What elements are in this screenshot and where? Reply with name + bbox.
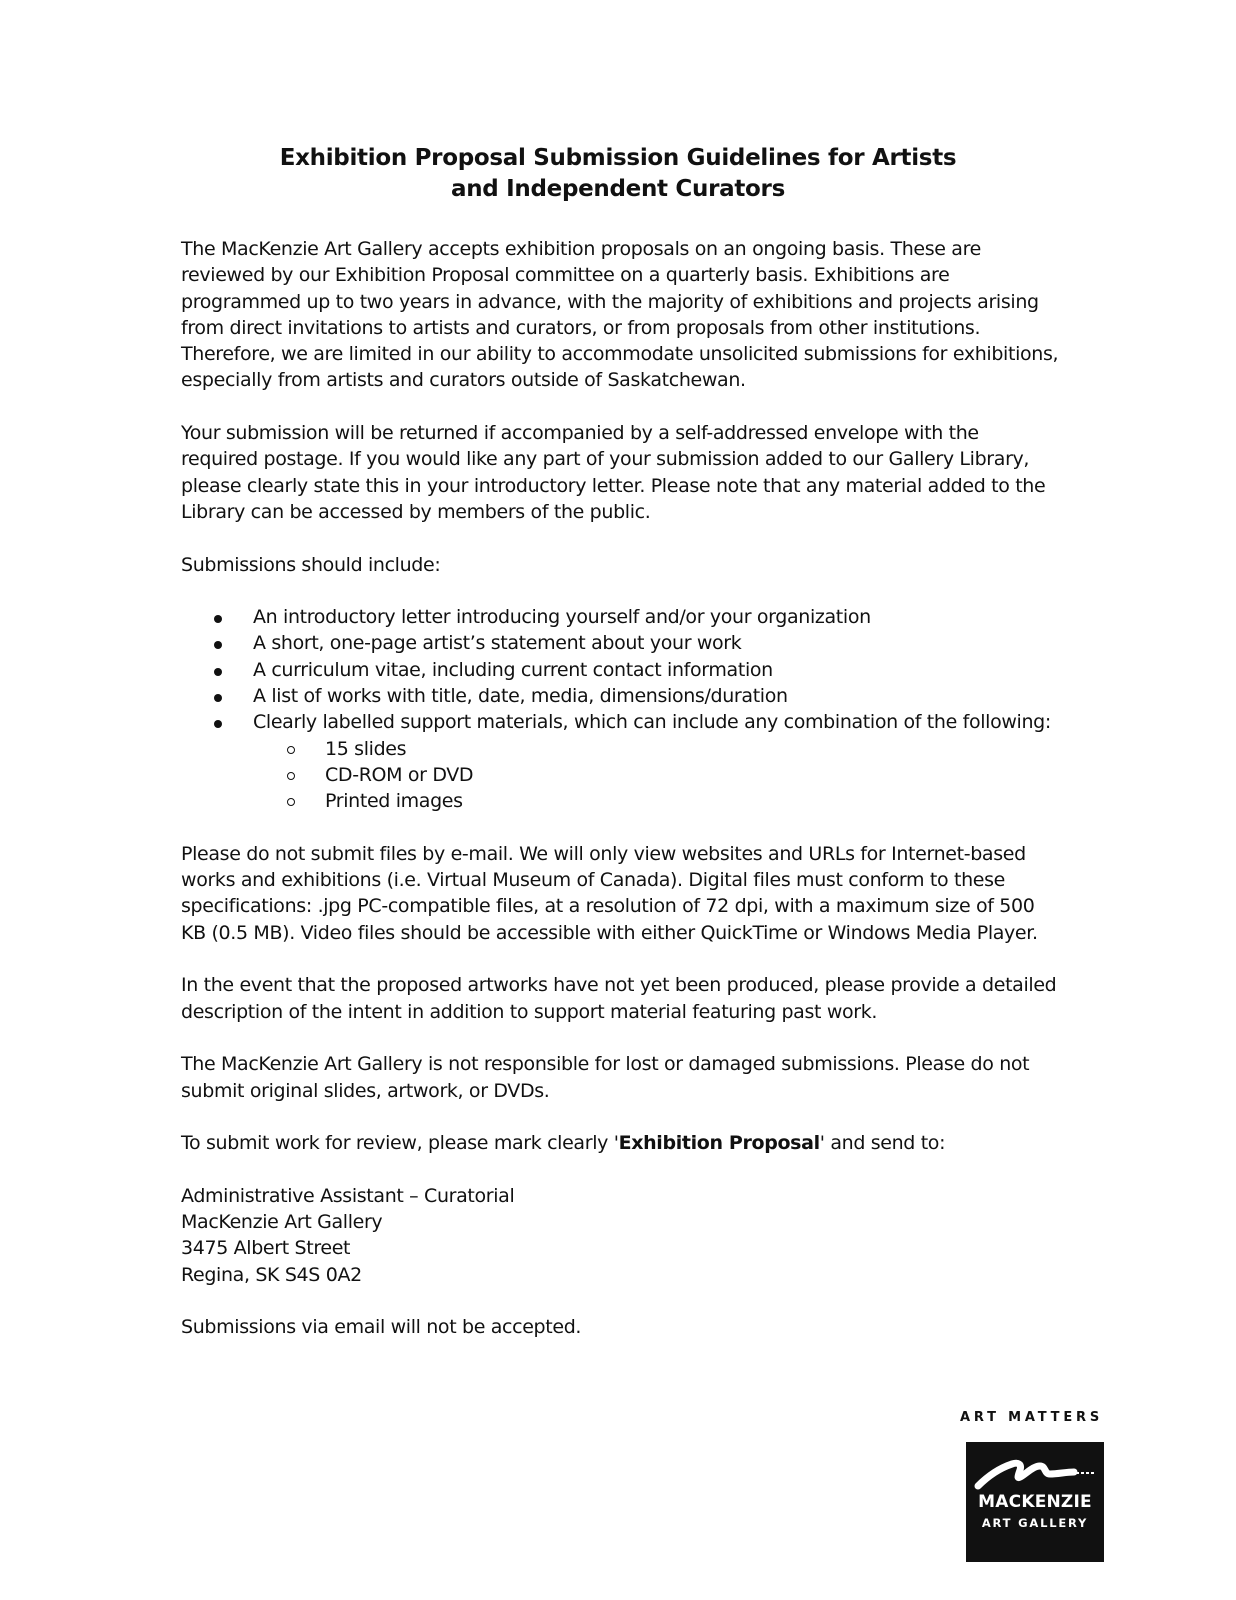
submit-instruction: [181, 1130, 1061, 1156]
liability-paragraph: The MacKenzie Art Gallery is not responsible for lost or damaged submissions. Please do not submit original slides, artwork, or DVDs.: [181, 1053, 1030, 1102]
exhibition-proposal-label: Exhibition Proposal: [618, 1132, 820, 1155]
list-item: [181, 709, 1061, 814]
bullet-icon: [214, 641, 222, 649]
logo-wordmark: MACKENZIE: [978, 1492, 1092, 1512]
intro-paragraph: The MacKenzie Art Gallery accepts exhibition proposals on an ongoing basis. These are reviewed by our Exhibition Proposal committee on a quarterly basis. Exhibitions are programmed up to two years in advance, with the majority of exhibitions and projects arising from direct invitations to artists and curators, or from proposals from other institutions. Therefore, we are limited in our ability to accommodate unsolicited submissions for exhibitions, especially from artists and curators outside of Saskatchewan.: [181, 238, 1059, 392]
list-item-text: A list of works with title, date, media, dimensions/duration: [253, 685, 788, 708]
logo-subtitle: ART GALLERY: [981, 1516, 1089, 1530]
bullet-icon: [214, 668, 222, 676]
sub-list-item: [253, 736, 1061, 762]
document-title: [0, 143, 1236, 205]
title-line-2: and Independent Curators: [451, 176, 785, 202]
address-line: Administrative Assistant – Curatorial: [181, 1184, 515, 1207]
art-matters-tagline: ART MATTERS: [960, 1410, 1103, 1425]
address-line: Regina, SK S4S 0A2: [181, 1263, 362, 1286]
support-materials-list: [253, 736, 1061, 815]
sub-list-item: [253, 788, 1061, 814]
closing-note: Submissions via email will not be accepted.: [181, 1316, 582, 1339]
list-item-text: A curriculum vitae, including current contact information: [253, 658, 773, 681]
list-item: [181, 657, 1061, 683]
list-item-text: An introductory letter introducing yourself and/or your organization: [253, 606, 871, 629]
list-item: [181, 683, 1061, 709]
unproduced-work-paragraph: In the event that the proposed artworks have not yet been produced, please provide a detailed description of the intent in addition to support material featuring past work.: [181, 974, 1057, 1023]
bullet-icon: [214, 720, 222, 728]
return-policy-paragraph: Your submission will be returned if accompanied by a self-addressed envelope with the required postage. If you would like any part of your submission added to our Gallery Library, please clearly state this in your introductory letter. Please note that any material added to the Library can be accessed by members of the public.: [181, 422, 1046, 523]
sub-list-item-text: CD-ROM or DVD: [325, 763, 474, 786]
hollow-bullet-icon: [287, 772, 295, 780]
list-item: [181, 604, 1061, 630]
submit-instruction-end: ' and send to:: [819, 1132, 946, 1155]
include-heading: Submissions should include:: [181, 553, 441, 576]
address-line: 3475 Albert Street: [181, 1237, 351, 1260]
hollow-bullet-icon: [287, 798, 295, 806]
sub-list-item: [253, 762, 1061, 788]
list-item-text: Clearly labelled support materials, which can include any combination of the following:: [253, 711, 1051, 734]
hollow-bullet-icon: [287, 746, 295, 754]
digital-policy-paragraph: Please do not submit files by e-mail. We will only view websites and URLs for Internet-based works and exhibitions (i.e. Virtual Museum of Canada). Digital files must conform to these specifications: .jpg PC-compatible files, at a resolution of 72 dpi, with a maximum size of 500 KB (0.5 MB). Video files should be accessible with either QuickTime or Windows Media Player.: [181, 842, 1038, 944]
document-body: [181, 236, 1061, 1367]
bullet-icon: [214, 615, 222, 623]
mackenzie-logo: [966, 1442, 1104, 1562]
mailing-address: [181, 1183, 1061, 1288]
list-item: [181, 630, 1061, 656]
title-line-1: Exhibition Proposal Submission Guidelines for Artists: [279, 145, 957, 171]
submit-instruction-start: To submit work for review, please mark clearly ': [181, 1132, 619, 1155]
include-list: [181, 604, 1061, 814]
sub-list-item-text: 15 slides: [325, 737, 407, 760]
sub-list-item-text: Printed images: [325, 790, 463, 813]
bullet-icon: [214, 694, 222, 702]
list-item-text: A short, one-page artist’s statement about your work: [253, 632, 742, 655]
address-line: MacKenzie Art Gallery: [181, 1210, 383, 1233]
